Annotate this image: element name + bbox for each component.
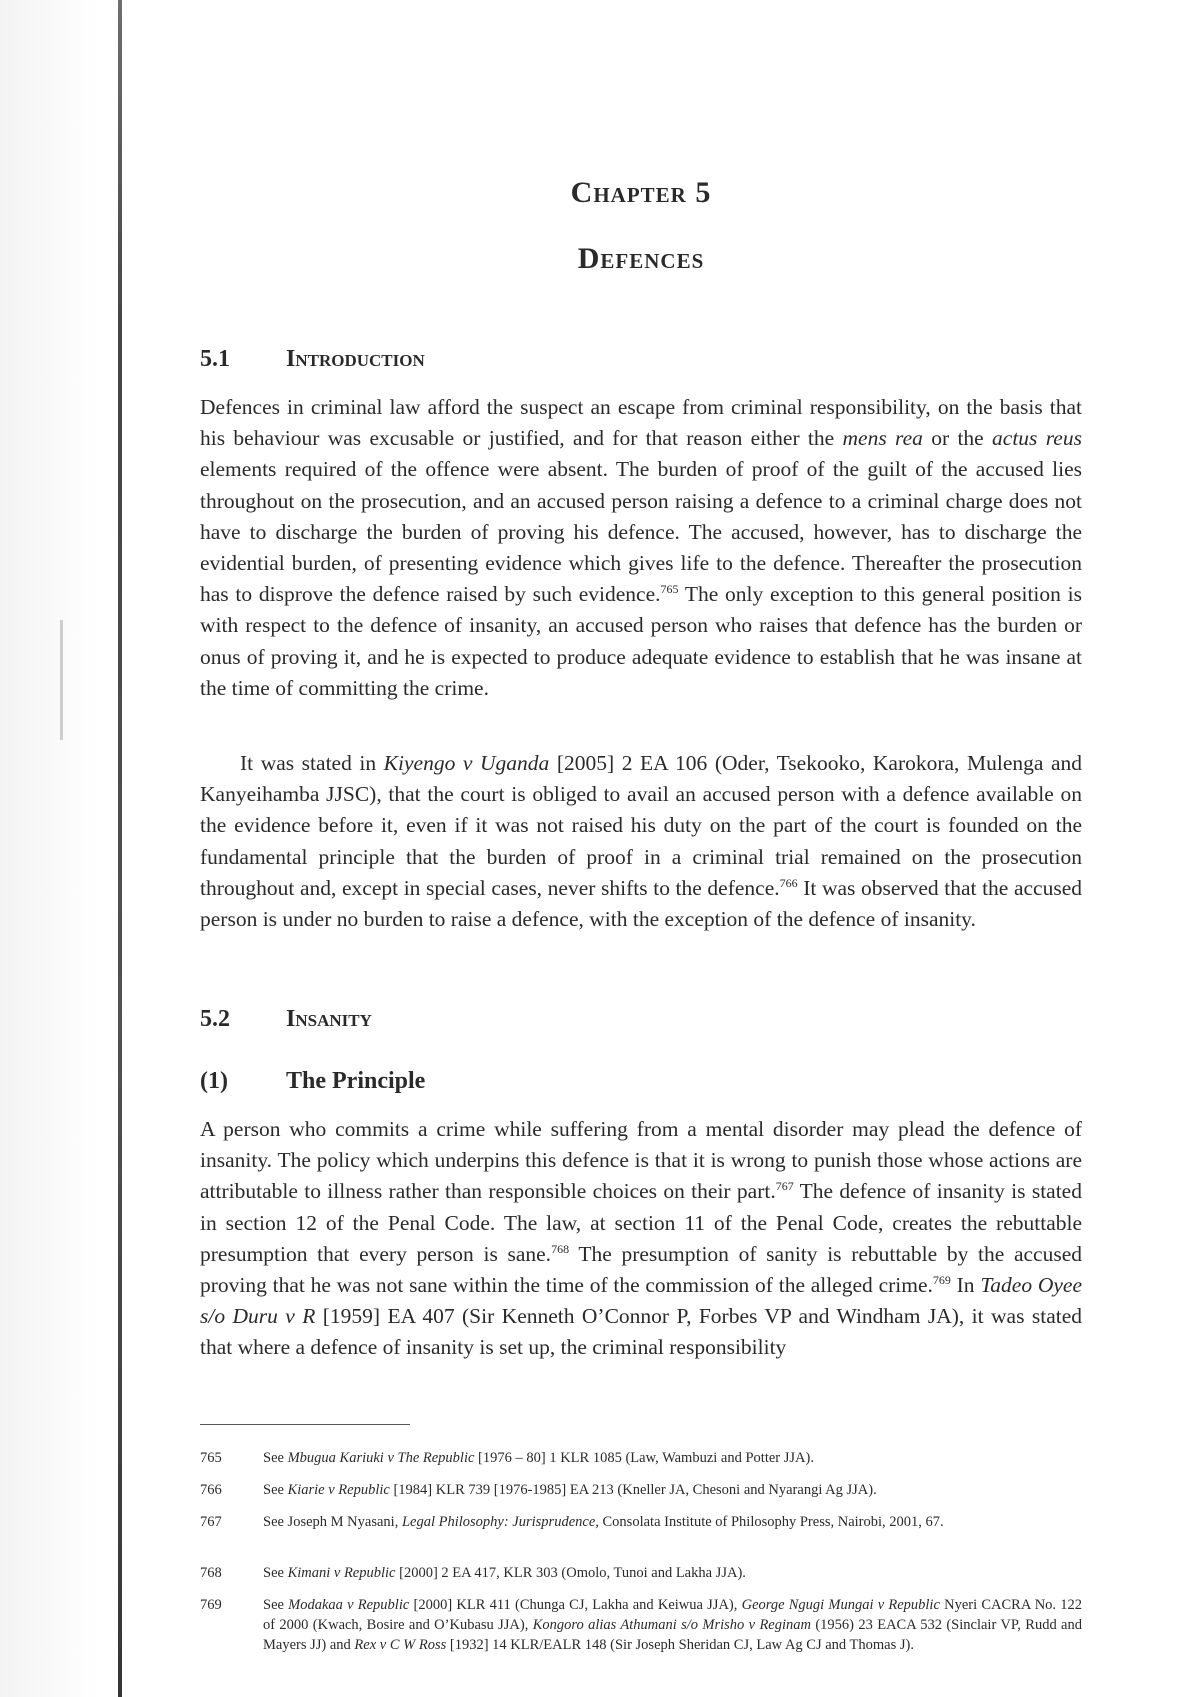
chapter-label: Chapter 5 — [570, 176, 712, 209]
subsection-number: (1) — [200, 1068, 228, 1094]
scan-artifact — [60, 620, 63, 740]
footnote-ref-769[interactable]: 769 — [932, 1272, 951, 1287]
footnote-number: 768 — [200, 1565, 222, 1581]
footnote-768 — [200, 1563, 1082, 1583]
section-title: Insanity — [286, 1006, 372, 1032]
paragraph-introduction-2: It was stated in Kiyengo v Uganda [2005] 2 EA 106 (Oder, Tsekooko, Karokora, Mulenga and Kanyeihamba JJSC), that the court is obliged to avail an accused person with a defence available on the evidence before it, even if it was not raised his duty on the part of the court is founded on the fundamental principle that the burden of proof in a criminal trial remained on the prosecution throughout and, except in special cases, never shifts to the defence.$^{766}$ It was observed that the accused person is under no burden to raise a defence, with the exception of the defence of insanity. — [200, 751, 1083, 932]
footnote-text: See Mbugua Kariuki v The Republic [1976 – 80] 1 KLR 1085 (Law, Wambuzi and Potter JJA). — [263, 1450, 814, 1466]
section-number: 5.1 — [200, 346, 230, 372]
footnote-769 — [200, 1595, 1082, 1655]
footnote-number: 766 — [200, 1482, 222, 1498]
section-heading-insanity — [200, 1006, 372, 1033]
footnote-text: See Joseph M Nyasani, Legal Philosophy: Jurisprudence, Consolata Institute of Philosophy Press, Nairobi, 2001, 67. — [263, 1514, 944, 1530]
footnote-767 — [200, 1512, 1082, 1532]
paragraph-insanity-1: A person who commits a crime while suffering from a mental disorder may plead the defence of insanity. The policy which underpins this defence is that it is wrong to punish those whose actions are attributable to illness rather than responsible choices on their part.$^{767}$ The defence of insanity is stated in section 12 of the Penal Code. The law, at section 11 of the Penal Code, creates the rebuttable presumption that every person is sane.$^{768}$ The presumption of sanity is rebuttable by the accused proving that he was not sane within the time of the commission of the alleged crime.$^{769}$ In Tadeo Oyee s/o Duru v R [1959] EA 407 (Sir Kenneth O’Connor P, Forbes VP and Windham JA), it was stated that where a defence of insanity is set up, the criminal responsibility — [200, 1117, 1083, 1360]
footnote-766 — [200, 1480, 1082, 1500]
footnote-ref-768[interactable]: 768 — [551, 1241, 570, 1256]
section-title: Introduction — [286, 346, 425, 372]
footnote-number: 765 — [200, 1450, 222, 1466]
footnote-ref-766[interactable]: 766 — [779, 875, 798, 890]
paragraph-introduction-1: Defences in criminal law afford the suspect an escape from criminal responsibility, on the basis that his behaviour was excusable or justified, and for that reason either the mens rea or the actus reus elements required of the offence were absent. The burden of proof of the guilt of the accused lies throughout on the prosecution, and an accused person raising a defence to a criminal charge does not have to discharge the burden of proving his defence. The accused, however, has to discharge the evidential burden, of presenting evidence which gives life to the defence. Thereafter the prosecution has to disprove the defence raised by such evidence.$^{765}$ The only exception to this general position is with respect to the defence of insanity, an accused person who raises that defence has the burden or onus of proving it, and he is expected to produce adequate evidence to establish that he was insane at the time of committing the crime. — [200, 395, 1082, 700]
footnote-text: See Kimani v Republic [2000] 2 EA 417, KLR 303 (Omolo, Tunoi and Lakha JJA). — [263, 1565, 746, 1581]
footnote-765 — [200, 1448, 1082, 1468]
footnote-divider — [200, 1424, 410, 1425]
section-number: 5.2 — [200, 1006, 230, 1032]
footnote-number: 769 — [200, 1597, 222, 1613]
footnote-text: See Kiarie v Republic [1984] KLR 739 [1976-1985] EA 213 (Kneller JA, Chesoni and Nyarangi Ag JJA). — [263, 1482, 877, 1498]
subsection-heading-principle — [200, 1068, 425, 1095]
footnote-ref-767[interactable]: 767 — [775, 1179, 794, 1194]
subsection-title: The Principle — [286, 1068, 426, 1094]
footnote-number: 767 — [200, 1514, 222, 1530]
document-page — [200, 0, 1082, 1697]
chapter-title: Defences — [577, 242, 705, 275]
book-binding-edge — [118, 0, 122, 1697]
footnote-text: See Modakaa v Republic [2000] KLR 411 (Chunga CJ, Lakha and Keiwua JJA), George Ngugi Mungai v Republic Nyeri CACRA No. 122 of 2000 (Kwach, Bosire and O’Kubasu JJA), Kongoro alias Athumani s/o Mrisho v Reginam (1956) 23 EACA 532 (Sinclair VP, Rudd and Mayers JJ) and Rex v C W Ross [1932] 14 KLR/EALR 148 (Sir Joseph Sheridan CJ, Law Ag CJ and Thomas J). — [263, 1597, 1082, 1653]
section-heading-introduction — [200, 346, 425, 373]
footnote-ref-765[interactable]: 765 — [660, 582, 679, 597]
